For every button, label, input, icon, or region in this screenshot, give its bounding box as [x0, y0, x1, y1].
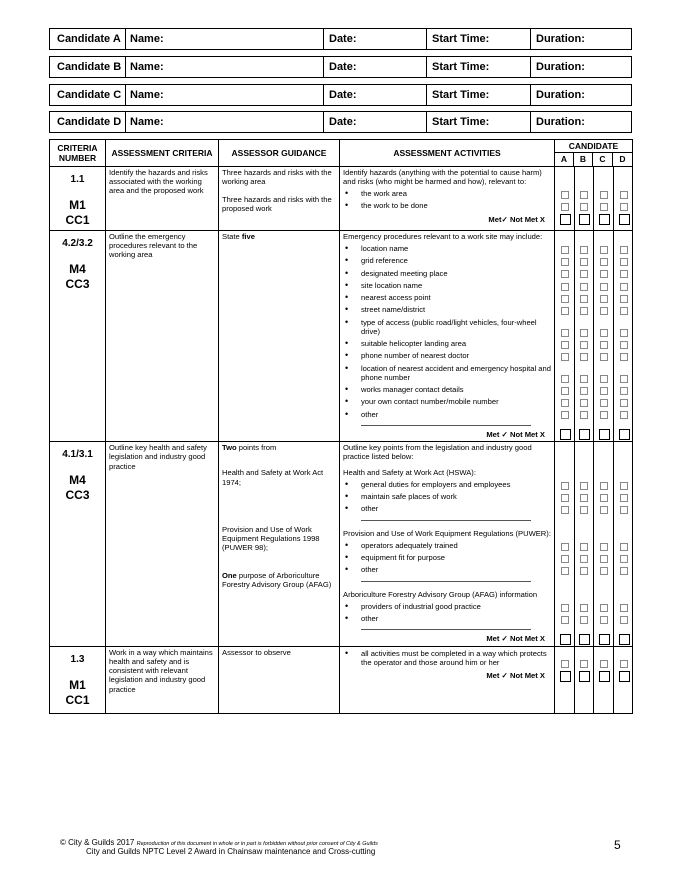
field-divider	[426, 57, 427, 77]
guidance-text: Three hazards and risks with the proposed work	[222, 195, 332, 214]
met-checkbox[interactable]	[599, 429, 610, 440]
start-time-field[interactable]: Start Time:	[432, 33, 490, 45]
met-checkbox[interactable]	[599, 634, 610, 645]
item-checkbox[interactable]	[561, 494, 569, 502]
item-checkbox[interactable]	[600, 329, 608, 337]
item-checkbox[interactable]	[600, 399, 608, 407]
item-checkbox[interactable]	[620, 191, 628, 199]
name-field[interactable]: Name:	[130, 61, 164, 73]
guidance-emphasis: One	[222, 570, 237, 580]
assessment-criteria: Work in a way which maintains health and safety and is consistent with relevant legislation and industry good practice	[106, 646, 219, 713]
assessment-activities	[340, 166, 555, 230]
item-checkbox[interactable]	[600, 258, 608, 266]
guidance-emphasis: five	[241, 231, 255, 241]
duration-field[interactable]: Duration:	[536, 89, 585, 101]
reproduction-notice: Reproduction of this document in whole or in part is forbidden without prior consent of City & Guilds	[136, 841, 378, 847]
item-checkbox[interactable]	[580, 353, 588, 361]
criteria-number: 4.2/3.2	[62, 237, 93, 249]
assessment-table	[49, 139, 633, 714]
activity-item: • works manager contact details	[343, 385, 551, 394]
item-checkbox[interactable]	[561, 341, 569, 349]
met-checkbox[interactable]	[619, 634, 630, 645]
met-checkbox[interactable]	[599, 214, 610, 225]
met-checkbox[interactable]	[619, 429, 630, 440]
item-checkbox[interactable]	[620, 399, 628, 407]
cc-code: CC3	[65, 488, 90, 503]
met-checkbox[interactable]	[579, 671, 590, 682]
item-checkbox[interactable]	[580, 506, 588, 514]
met-label: Met✓ Not Met X	[488, 214, 545, 224]
activity-item: • the work area	[343, 189, 551, 198]
assessment-criteria: Outline key health and safety legislation and industry good practice	[106, 442, 219, 647]
item-checkbox[interactable]	[561, 191, 569, 199]
guidance-emphasis: Two	[222, 443, 237, 453]
field-divider	[426, 29, 427, 49]
item-checkbox[interactable]	[600, 604, 608, 612]
criteria-number: 1.3	[70, 653, 85, 665]
activity-item: • general duties for employers and employees	[343, 480, 551, 489]
column-divider	[593, 167, 594, 230]
table-row	[50, 166, 633, 230]
column-divider	[613, 231, 614, 441]
met-checkbox[interactable]	[560, 634, 571, 645]
met-checkbox[interactable]	[619, 214, 630, 225]
date-field[interactable]: Date:	[329, 116, 357, 128]
duration-field[interactable]: Duration:	[536, 61, 585, 73]
criteria-number-cell	[50, 646, 106, 713]
header-candidate: CANDIDATE	[555, 140, 633, 153]
item-checkbox[interactable]	[600, 482, 608, 490]
activity-item: • designated meeting place	[343, 269, 551, 278]
item-checkbox[interactable]	[561, 387, 569, 395]
start-time-field[interactable]: Start Time:	[432, 116, 490, 128]
item-checkbox[interactable]	[580, 660, 588, 668]
guidance-text: Three hazards and risks with the working area	[222, 167, 332, 186]
guidance-text: State	[222, 231, 242, 241]
activity-item: • maintain safe places of work	[343, 492, 551, 501]
item-checkbox[interactable]	[620, 329, 628, 337]
item-checkbox[interactable]	[580, 482, 588, 490]
item-checkbox[interactable]	[600, 387, 608, 395]
activity-item: • operators adequately trained	[343, 541, 551, 550]
module-code: M1	[69, 677, 86, 692]
item-checkbox[interactable]	[580, 341, 588, 349]
criteria-number-cell	[50, 166, 106, 230]
item-checkbox[interactable]	[580, 375, 588, 383]
item-checkbox[interactable]	[620, 567, 628, 575]
header-criteria-number: CRITERIA NUMBER	[50, 140, 106, 167]
item-checkbox[interactable]	[561, 295, 569, 303]
item-checkbox[interactable]	[580, 567, 588, 575]
column-divider	[613, 167, 614, 230]
table-row	[50, 442, 633, 647]
item-checkbox[interactable]	[580, 411, 588, 419]
item-checkbox[interactable]	[620, 203, 628, 211]
checkbox-grid	[555, 646, 633, 713]
header-col-a: A	[555, 153, 574, 166]
header-col-b: B	[574, 153, 593, 166]
header-assessment-activities: ASSESSMENT ACTIVITIES	[340, 140, 555, 167]
activity-intro: Emergency procedures relevant to a work site may include:	[343, 231, 543, 241]
cc-code: CC1	[65, 212, 90, 227]
duration-field[interactable]: Duration:	[536, 116, 585, 128]
item-checkbox[interactable]	[620, 353, 628, 361]
checkbox-grid	[555, 230, 633, 441]
item-checkbox[interactable]	[600, 353, 608, 361]
guidance-text: Health and Safety at Work Act 1974;	[222, 468, 324, 487]
criteria-number-cell	[50, 442, 106, 647]
activity-item: • suitable helicopter landing area	[343, 339, 551, 348]
met-label: Met ✓ Not Met X	[486, 671, 545, 681]
item-checkbox[interactable]	[561, 411, 569, 419]
activity-item: • the work to be done	[343, 201, 551, 210]
item-checkbox[interactable]	[561, 246, 569, 254]
criteria-number-cell	[50, 230, 106, 441]
section-title: Arboriculture Forestry Advisory Group (AFAG) information	[343, 589, 538, 599]
checkbox-grid	[555, 166, 633, 230]
column-divider	[574, 231, 575, 441]
met-checkbox[interactable]	[560, 671, 571, 682]
table-row	[50, 646, 633, 713]
item-checkbox[interactable]	[620, 387, 628, 395]
date-field[interactable]: Date:	[329, 33, 357, 45]
assessment-activities	[340, 442, 555, 647]
date-field[interactable]: Date:	[329, 89, 357, 101]
write-in-line[interactable]	[361, 425, 531, 426]
duration-field[interactable]: Duration:	[536, 33, 585, 45]
item-checkbox[interactable]	[600, 191, 608, 199]
assessor-guidance	[219, 166, 340, 230]
item-checkbox[interactable]	[580, 543, 588, 551]
item-checkbox[interactable]	[561, 616, 569, 624]
header-col-d: D	[613, 153, 633, 166]
item-checkbox[interactable]	[580, 494, 588, 502]
item-checkbox[interactable]	[561, 353, 569, 361]
column-divider	[593, 647, 594, 713]
item-checkbox[interactable]	[620, 246, 628, 254]
item-checkbox[interactable]	[580, 329, 588, 337]
candidate-row	[49, 84, 632, 106]
item-checkbox[interactable]	[580, 270, 588, 278]
item-checkbox[interactable]	[580, 307, 588, 315]
activity-item: • all activities must be completed in a way which protects the operator and those around him or her	[343, 649, 551, 668]
column-divider	[613, 442, 614, 646]
item-checkbox[interactable]	[580, 283, 588, 291]
item-checkbox[interactable]	[620, 295, 628, 303]
column-divider	[574, 167, 575, 230]
start-time-field[interactable]: Start Time:	[432, 61, 490, 73]
item-checkbox[interactable]	[561, 482, 569, 490]
item-checkbox[interactable]	[561, 555, 569, 563]
met-checkbox[interactable]	[560, 214, 571, 225]
column-divider	[574, 442, 575, 646]
criteria-number: 4.1/3.1	[62, 449, 93, 461]
assessment-activities	[340, 230, 555, 441]
item-checkbox[interactable]	[580, 191, 588, 199]
met-checkbox[interactable]	[619, 671, 630, 682]
field-divider	[323, 112, 324, 132]
item-checkbox[interactable]	[580, 295, 588, 303]
item-checkbox[interactable]	[600, 494, 608, 502]
item-checkbox[interactable]	[600, 506, 608, 514]
item-checkbox[interactable]	[561, 660, 569, 668]
item-checkbox[interactable]	[620, 375, 628, 383]
item-checkbox[interactable]	[580, 387, 588, 395]
candidate-row	[49, 111, 632, 133]
field-divider	[125, 85, 126, 105]
name-field[interactable]: Name:	[130, 33, 164, 45]
field-divider	[323, 85, 324, 105]
header-assessor-guidance: ASSESSOR GUIDANCE	[219, 140, 340, 167]
activity-item: • equipment fit for purpose	[343, 553, 551, 562]
field-divider	[426, 112, 427, 132]
item-checkbox[interactable]	[561, 375, 569, 383]
activity-item: • other	[343, 614, 551, 623]
cc-code: CC1	[65, 692, 90, 707]
item-checkbox[interactable]	[580, 258, 588, 266]
footer	[60, 838, 378, 856]
assessment-activities	[340, 646, 555, 713]
date-field[interactable]: Date:	[329, 61, 357, 73]
item-checkbox[interactable]	[561, 543, 569, 551]
item-checkbox[interactable]	[561, 307, 569, 315]
activity-item: • other	[343, 504, 551, 513]
activity-item: • site location name	[343, 281, 551, 290]
item-checkbox[interactable]	[620, 258, 628, 266]
item-checkbox[interactable]	[620, 604, 628, 612]
item-checkbox[interactable]	[600, 411, 608, 419]
item-checkbox[interactable]	[600, 543, 608, 551]
item-checkbox[interactable]	[600, 660, 608, 668]
field-divider	[530, 29, 531, 49]
field-divider	[530, 57, 531, 77]
item-checkbox[interactable]	[620, 482, 628, 490]
assessor-guidance	[219, 442, 340, 647]
activity-item: • grid reference	[343, 256, 551, 265]
module-code: M1	[69, 197, 86, 212]
item-checkbox[interactable]	[600, 246, 608, 254]
met-checkbox[interactable]	[579, 429, 590, 440]
activity-item: • type of access (public road/light vehicles, four-wheel drive)	[343, 318, 551, 337]
assessor-guidance: Assessor to observe	[219, 646, 340, 713]
document-title: City and Guilds NPTC Level 2 Award in Chainsaw maintenance and Cross-cutting	[86, 847, 376, 856]
activity-item: • location name	[343, 244, 551, 253]
item-checkbox[interactable]	[620, 411, 628, 419]
candidate-label: Candidate D	[57, 116, 122, 128]
item-checkbox[interactable]	[561, 506, 569, 514]
field-divider	[530, 112, 531, 132]
item-checkbox[interactable]	[600, 270, 608, 278]
met-label: Met ✓ Not Met X	[486, 634, 545, 644]
criteria-number: 1.1	[70, 173, 85, 185]
item-checkbox[interactable]	[561, 399, 569, 407]
field-divider	[125, 112, 126, 132]
checkbox-grid	[555, 442, 633, 647]
column-divider	[593, 442, 594, 646]
item-checkbox[interactable]	[561, 258, 569, 266]
activity-item: • providers of industrial good practice	[343, 602, 551, 611]
field-divider	[530, 85, 531, 105]
copyright: © City & Guilds 2017	[60, 838, 135, 847]
item-checkbox[interactable]	[580, 555, 588, 563]
write-in-line[interactable]	[361, 581, 531, 582]
write-in-line[interactable]	[361, 629, 531, 630]
item-checkbox[interactable]	[580, 604, 588, 612]
item-checkbox[interactable]	[620, 543, 628, 551]
item-checkbox[interactable]	[580, 399, 588, 407]
activity-item: • other	[343, 410, 551, 419]
item-checkbox[interactable]	[600, 283, 608, 291]
module-code: M4	[69, 262, 86, 277]
column-divider	[593, 231, 594, 441]
candidate-row	[49, 56, 632, 78]
section-title: Health and Safety at Work Act (HSWA):	[343, 467, 476, 477]
activity-item: • location of nearest accident and emergency hospital and phone number	[343, 364, 551, 383]
item-checkbox[interactable]	[620, 341, 628, 349]
item-checkbox[interactable]	[620, 660, 628, 668]
module-code: M4	[69, 473, 86, 488]
name-field[interactable]: Name:	[130, 116, 164, 128]
field-divider	[125, 57, 126, 77]
item-checkbox[interactable]	[620, 307, 628, 315]
item-checkbox[interactable]	[580, 246, 588, 254]
met-checkbox[interactable]	[560, 429, 571, 440]
met-checkbox[interactable]	[579, 214, 590, 225]
item-checkbox[interactable]	[580, 203, 588, 211]
field-divider	[426, 85, 427, 105]
met-checkbox[interactable]	[579, 634, 590, 645]
activity-item: • other	[343, 565, 551, 574]
section-title: Provision and Use of Work Equipment Regulations (PUWER):	[343, 528, 551, 538]
item-checkbox[interactable]	[561, 329, 569, 337]
item-checkbox[interactable]	[600, 307, 608, 315]
activity-item: • street name/district	[343, 305, 551, 314]
activity-intro: Identify hazards (anything with the potential to cause harm) and risks (who might be harmed and how), relevant to:	[343, 167, 542, 186]
field-divider	[323, 57, 324, 77]
item-checkbox[interactable]	[600, 555, 608, 563]
item-checkbox[interactable]	[600, 567, 608, 575]
assessor-guidance	[219, 230, 340, 441]
column-divider	[613, 647, 614, 713]
item-checkbox[interactable]	[600, 341, 608, 349]
item-checkbox[interactable]	[600, 203, 608, 211]
field-divider	[323, 29, 324, 49]
item-checkbox[interactable]	[561, 604, 569, 612]
item-checkbox[interactable]	[580, 616, 588, 624]
header-col-c: C	[593, 153, 613, 166]
guidance-text: points from	[236, 443, 277, 453]
header-assessment-criteria: ASSESSMENT CRITERIA	[106, 140, 219, 167]
start-time-field[interactable]: Start Time:	[432, 89, 490, 101]
item-checkbox[interactable]	[561, 283, 569, 291]
activity-item: • phone number of nearest doctor	[343, 351, 551, 360]
item-checkbox[interactable]	[620, 283, 628, 291]
table-row	[50, 230, 633, 441]
candidate-label: Candidate B	[57, 61, 122, 73]
item-checkbox[interactable]	[620, 506, 628, 514]
activity-item: • nearest access point	[343, 293, 551, 302]
guidance-text: purpose of Arboriculture Forestry Advisory Group (AFAG)	[222, 570, 332, 589]
item-checkbox[interactable]	[620, 616, 628, 624]
assessment-criteria: Identify the hazards and risks associated with the working area and the proposed work	[106, 166, 219, 230]
guidance-text: Provision and Use of Work Equipment Regulations 1998 (PUWER 98);	[222, 524, 320, 553]
item-checkbox[interactable]	[620, 270, 628, 278]
field-divider	[125, 29, 126, 49]
item-checkbox[interactable]	[561, 567, 569, 575]
candidate-label: Candidate C	[57, 89, 122, 101]
item-checkbox[interactable]	[600, 295, 608, 303]
activity-item: • your own contact number/mobile number	[343, 397, 551, 406]
cc-code: CC3	[65, 277, 90, 292]
item-checkbox[interactable]	[620, 555, 628, 563]
page-number: 5	[614, 838, 621, 852]
name-field[interactable]: Name:	[130, 89, 164, 101]
assessment-criteria: Outline the emergency procedures relevant to the working area	[106, 230, 219, 441]
item-checkbox[interactable]	[620, 494, 628, 502]
item-checkbox[interactable]	[600, 375, 608, 383]
met-checkbox[interactable]	[599, 671, 610, 682]
item-checkbox[interactable]	[561, 270, 569, 278]
write-in-line[interactable]	[361, 520, 531, 521]
item-checkbox[interactable]	[561, 203, 569, 211]
item-checkbox[interactable]	[600, 616, 608, 624]
met-label: Met ✓ Not Met X	[486, 429, 545, 439]
activity-intro: Outline key points from the legislation and industry good practice listed below:	[343, 443, 532, 462]
candidate-label: Candidate A	[57, 33, 121, 45]
column-divider	[574, 647, 575, 713]
candidate-row	[49, 28, 632, 50]
